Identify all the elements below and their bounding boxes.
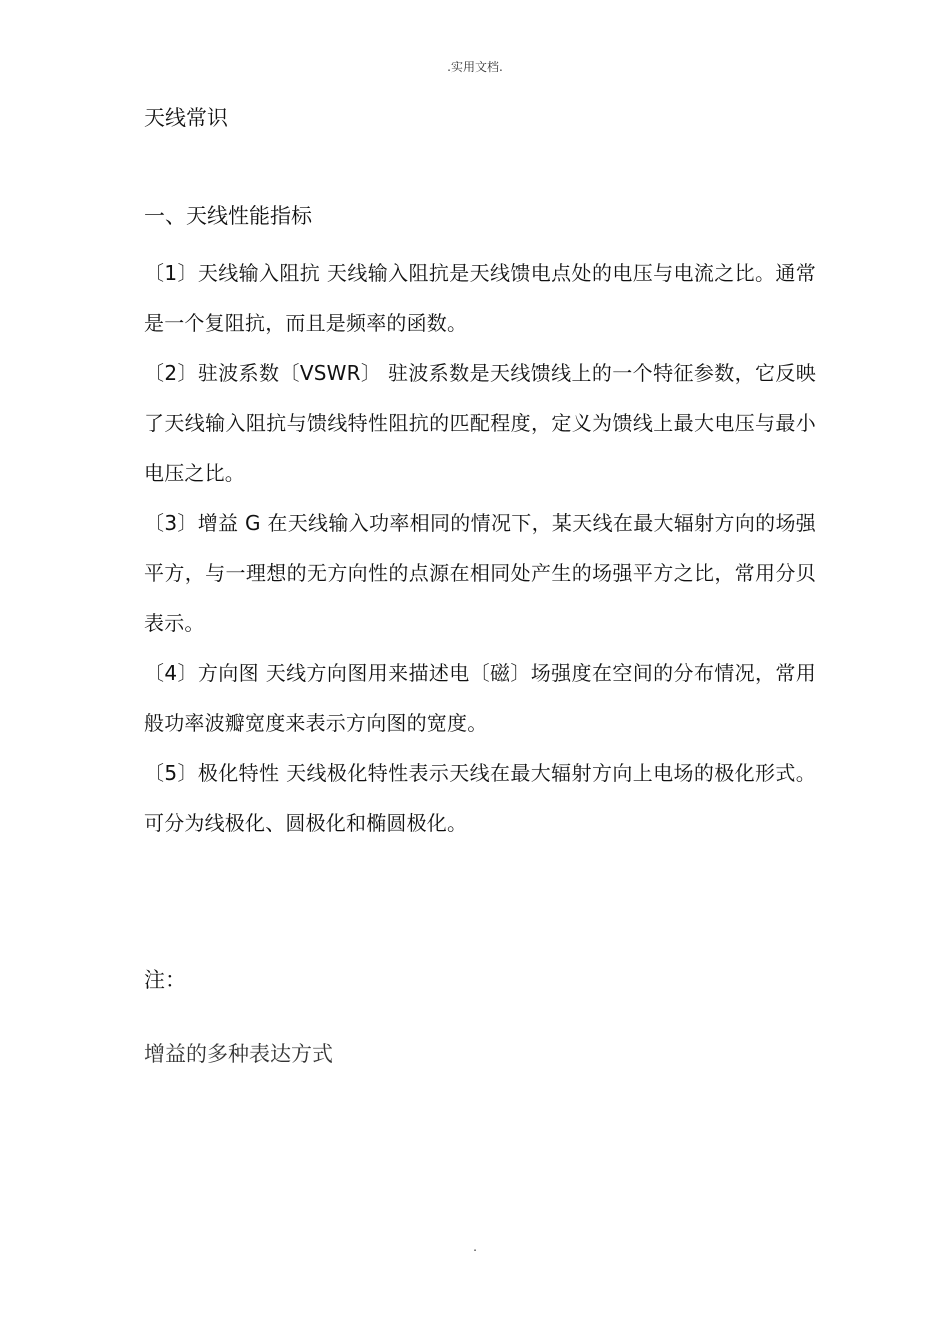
document-body — [144, 100, 816, 1072]
paragraph-vswr: 〔2〕驻波系数〔VSWR〕 驻波系数是天线馈线上的一个特征参数，它反映了天线输入阻抗与馈线特性阻抗的匹配程度，定义为馈线上最大电压与最小电压之比。 — [144, 361, 816, 485]
paragraph-radiation-pattern: 〔4〕方向图 天线方向图用来描述电〔磁〕场强度在空间的分布情况，常用般功率波瓣宽度来表示方向图的宽度。 — [144, 661, 816, 735]
page-header: .实用文档. — [447, 60, 503, 74]
section-heading: 一、天线性能指标 — [144, 204, 312, 228]
note-label: 注： — [144, 968, 186, 992]
paragraph-gain: 〔3〕增益 G 在天线输入功率相同的情况下，某天线在最大辐射方向的场强平方，与一理想的无方向性的点源在相同处产生的场强平方之比，常用分贝表示。 — [144, 511, 816, 635]
note-subheading: 增益的多种表达方式 — [144, 1042, 333, 1066]
document-title: 天线常识 — [144, 106, 228, 130]
paragraph-polarization: 〔5〕极化特性 天线极化特性表示天线在最大辐射方向上电场的极化形式。可分为线极化、圆极化和椭圆极化。 — [144, 761, 816, 835]
page-footer: . — [473, 1240, 477, 1254]
paragraph-input-impedance: 〔1〕天线输入阻抗 天线输入阻抗是天线馈电点处的电压与电流之比。通常是一个复阻抗，而且是频率的函数。 — [144, 261, 816, 335]
